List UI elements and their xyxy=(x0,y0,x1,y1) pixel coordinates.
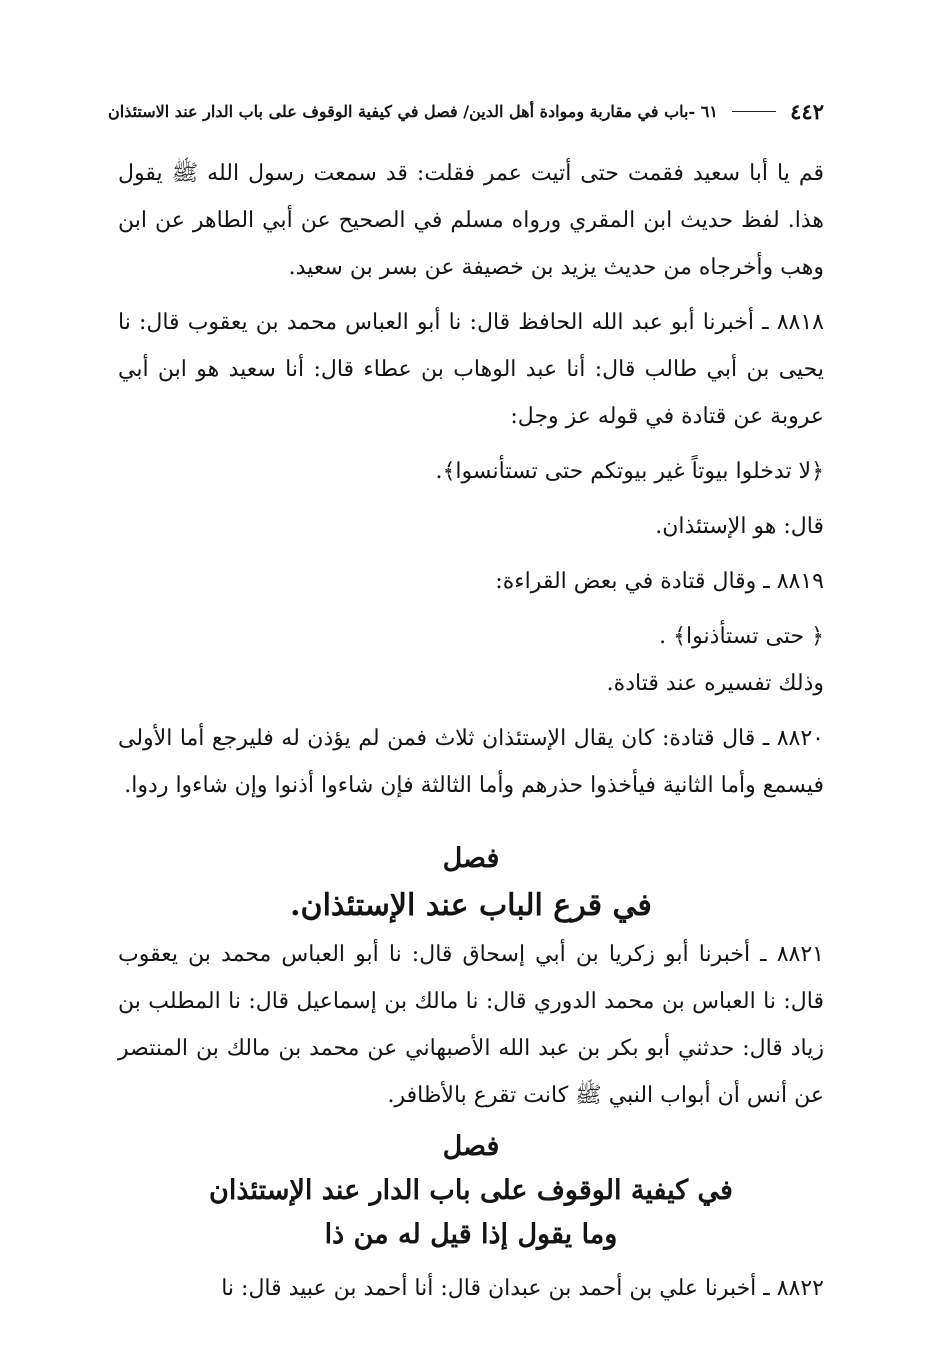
page-number: ٤٤٢ xyxy=(790,98,824,124)
hadith-8819-comment: وذلك تفسيره عند قتادة. xyxy=(606,671,824,696)
hadith-8819: ٨٨١٩ ـ وقال قتادة في بعض القراءة: xyxy=(495,569,824,594)
hadith-8822: ٨٨٢٢ ـ أخبرنا علي بن أحمد بن عبدان قال: أنا أحمد بن عبيد قال: نا xyxy=(221,1276,824,1301)
hadith-8821: ٨٨٢١ ـ أخبرنا أبو زكريا بن أبي إسحاق قال: نا أبو العباس محمد بن يعقوب قال: نا العباس بن محمد الدوري قال: نا مالك بن إسماعيل قال: نا المطلب بن زياد قال: حدثني أبو بكر بن عبد الله الأصبهاني عن محمد بن مالك بن المنتصر عن أنس أن أبواب النبي ﷺ كانت تقرع بالأظافر. xyxy=(118,942,824,1108)
section-label: فصل xyxy=(442,1131,500,1162)
quran-verse-2: ﴿ حتى تستأذنوا﴾ . xyxy=(659,624,824,649)
page-header xyxy=(108,96,824,126)
spacer xyxy=(118,291,824,299)
hadith-8818: ٨٨١٨ ـ أخبرنا أبو عبد الله الحافظ قال: نا أبو العباس محمد بن يعقوب قال: نا يحيى بن أبي طالب قال: أنا عبد الوهاب بن عطاء قال: أنا سعيد هو ابن أبي عروبة عن قتادة في قوله عز وجل: xyxy=(118,310,824,429)
header-rule xyxy=(732,111,776,112)
paragraph-continuation: قم يا أبا سعيد فقمت حتى أتيت عمر فقلت: قد سمعت رسول الله ﷺ يقول هذا. لفظ حديث ابن المقري ورواه مسلم في الصحيح عن أبي الطاهر عن ابن وهب وأخرجاه من حديث يزيد بن خصيفة عن بسر بن سعيد. xyxy=(118,161,824,280)
running-title: ٦١ -باب في مقاربة وموادة أهل الدين/ فصل في كيفية الوقوف على باب الدار عند الاستئذان xyxy=(108,101,718,121)
spacer xyxy=(118,550,824,558)
spacer xyxy=(118,440,824,448)
section-label: فصل xyxy=(442,843,500,874)
section-standing xyxy=(118,1125,824,1257)
section-title-line-1: في كيفية الوقوف على باب الدار عند الإستئذان xyxy=(209,1175,733,1206)
section-title: في قرع الباب عند الإستئذان. xyxy=(290,888,652,923)
page-body xyxy=(118,150,824,1312)
hadith-8820: ٨٨٢٠ ـ قال قتادة: كان يقال الإستئذان ثلاث فمن لم يؤذن له فليرجع أما الأولى فيسمع وأما الثانية فيأخذوا حذرهم وأما الثالثة فإن شاءوا أذنوا وإن شاءوا ردوا. xyxy=(118,726,824,798)
spacer xyxy=(118,707,824,715)
spacer xyxy=(118,1257,824,1265)
section-knocking xyxy=(118,837,824,931)
spacer xyxy=(118,495,824,503)
hadith-8818-comment: قال: هو الإستئذان. xyxy=(655,514,824,539)
section-title-line-2: وما يقول إذا قيل له من ذا xyxy=(324,1219,618,1250)
quran-verse-1: ﴿لا تدخلوا بيوتاً غير بيوتكم حتى تستأنسوا﴾. xyxy=(435,459,824,484)
spacer xyxy=(118,605,824,613)
